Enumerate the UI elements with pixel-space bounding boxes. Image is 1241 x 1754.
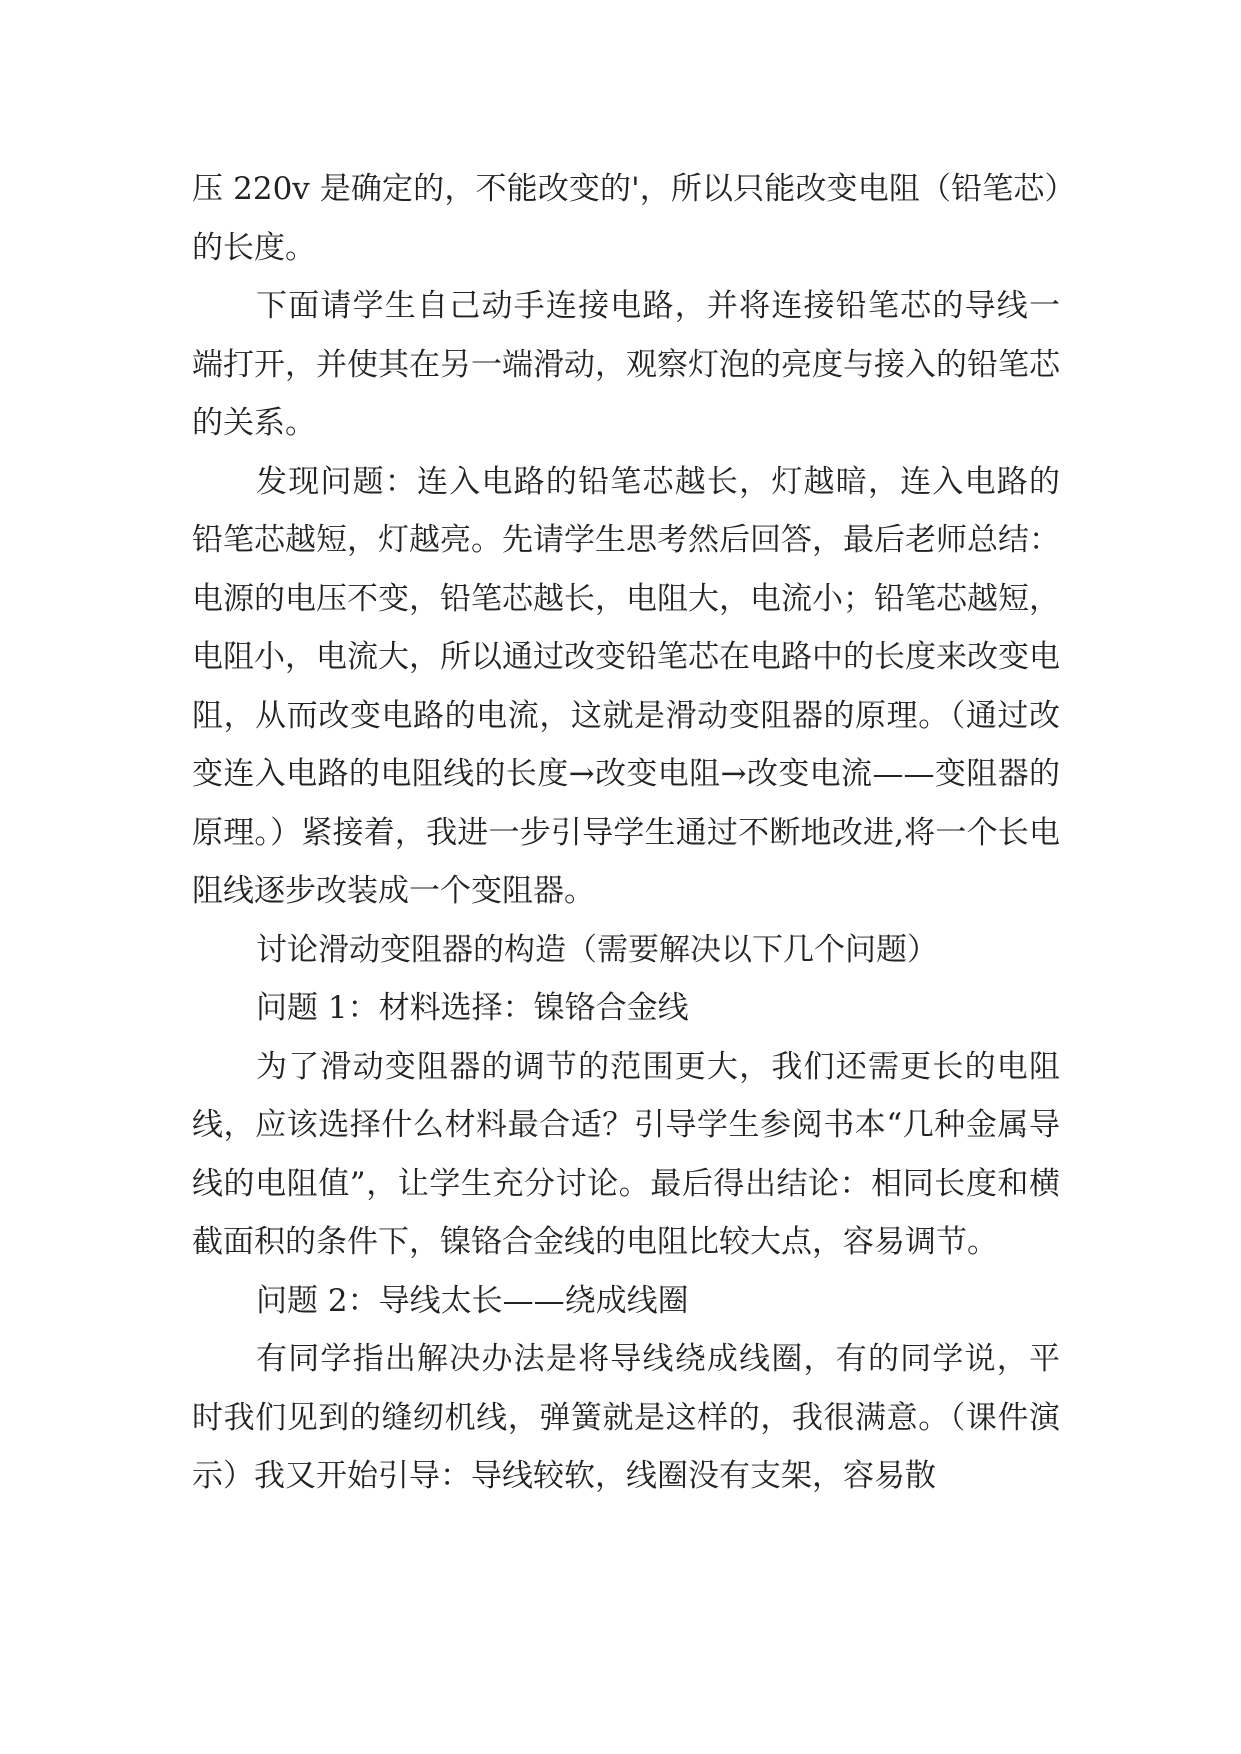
paragraph: 发现问题：连入电路的铅笔芯越长，灯越暗，连入电路的铅笔芯越短，灯越亮。先请学生思考然后回答，最后老师总结：电源的电压不变，铅笔芯越长，电阻大，电流小；铅笔芯越短，电阻小，电流大，所以通过改变铅笔芯在电路中的长度来改变电阻，从而改变电路的电流，这就是滑动变阻器的原理。（通过改变连入电路的电阻线的长度→改变电阻→改变电流——变阻器的原理。）紧接着，我进一步引导学生通过不断地改进,将一个长电阻线逐步改装成一个变阻器。 [192, 463, 1060, 909]
paragraph: 有同学指出解决办法是将导线绕成线圈，有的同学说，平时我们见到的缝纫机线，弹簧就是这样的，我很满意。（课件演示）我又开始引导：导线较软，线圈没有支架，容易散 [192, 1341, 1060, 1494]
paragraph-heading: 问题 2：导线太长——绕成线圈 [256, 1282, 689, 1319]
paragraph: 下面请学生自己动手连接电路，并将连接铅笔芯的导线一端打开，并使其在另一端滑动，观察灯泡的亮度与接入的铅笔芯的关系。 [192, 288, 1060, 441]
paragraph: 压 220v 是确定的，不能改变的'，所以只能改变电阻（铅笔芯）的长度。 [192, 171, 1060, 266]
paragraph: 为了滑动变阻器的调节的范围更大，我们还需更长的电阻线，应该选择什么材料最合适？引导学生参阅书本“几种金属导线的电阻值”，让学生充分讨论。最后得出结论：相同长度和横截面积的条件下，镍铬合金线的电阻比较大点，容易调节。 [192, 1048, 1060, 1260]
paragraph: 讨论滑动变阻器的构造（需要解决以下几个问题） [256, 931, 938, 968]
paragraph-heading: 问题 1：材料选择：镍铬合金线 [256, 990, 689, 1026]
body-text [192, 160, 1060, 1506]
